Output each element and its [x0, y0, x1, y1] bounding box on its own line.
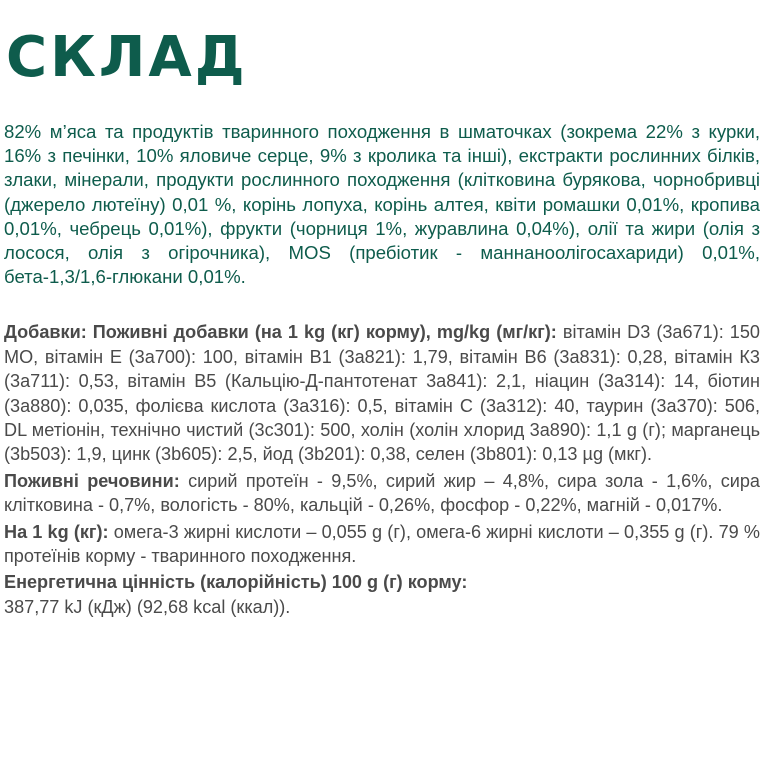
- per-kg-text: омега-3 жирні кислоти – 0,055 g (г), омега-6 жирні кислоти – 0,355 g (г). 79 % протеїнів корму - тваринного походження.: [4, 521, 761, 567]
- nutrients-text: сирий протеїн - 9,5%, сирий жир – 4,8%, сира зола - 1,6%, сира клітковина - 0,7%, вологість - 80%, кальцій - 0,26%, фосфор - 0,22%, магній - 0,017%.: [4, 470, 760, 516]
- additives-text: вітамін D3 (3а671): 150 МО, вітамін Е (3а700): 100, вітамін В1 (3а821): 1,79, вітамін В6 (3а831): 0,28, вітамін К3 (3а711): 0,53, вітамін В5 (Кальцію-Д-пантотенат 3а841): 2,1, ніацин (3а314): 14, біотин (3а880): 0,035, фолієва кислота (3а316): 0,5, вітамін С (3а312): 40, таурин (3а370): 506, DL метіонін, технічно чистий (3с301): 500, холін (холін хлорид 3а890): 1,1 g (г); марганець (3b503): 1,9, цинк (3b605): 2,5, йод (3b201): 0,38, селен (3b801): 0,13 µg (мкг).: [4, 322, 760, 465]
- nutrients-label: Поживні речовини:: [4, 470, 180, 491]
- per-kg-label: На 1 kg (кг):: [4, 521, 109, 542]
- composition-text: 82% м’яса та продуктів тваринного походження в шматочках (зокрема 22% з курки, 16% з печінки, 10% яловиче серце, 9% з кролика та інші), екстракти рослинних білків, злаки, мінерали, продукти рослинного походження (клітковина бурякова, чорнобривці (джерело лютеїну) 0,01 %, корінь лопуха, корінь алтея, квіти ромашки 0,01%, кропива 0,01%, чебрець 0,01%), фрукти (чорниця 1%, журавлина 0,04%), олії та жири (олія з лосося, олія з огірочника), MOS (пребіотик - маннаноолігосахариди) 0,01%, бета-1,3/1,6-глюкани 0,01%.: [4, 121, 760, 288]
- energy-label: Енергетична цінність (калорійність) 100 g (г) корму:: [4, 572, 468, 593]
- energy-text: 387,77 kJ (кДж) (92,68 kcal (ккал)).: [4, 596, 291, 617]
- nutrients-section: [4, 469, 760, 518]
- energy-section: [4, 570, 760, 619]
- per-kg-section: [4, 520, 760, 569]
- page-title: СКЛАД: [6, 25, 248, 90]
- additives-label: Добавки: Поживні добавки (на 1 kg (кг) корму), mg/kg (мг/кг):: [4, 322, 557, 343]
- additives-section: [4, 320, 760, 466]
